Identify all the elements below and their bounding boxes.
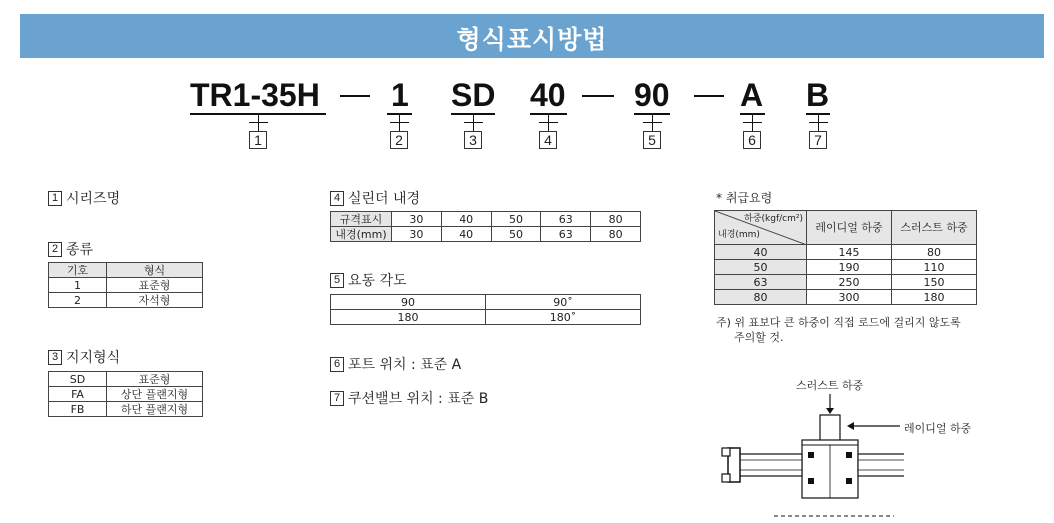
table-cell: 90 <box>331 295 486 310</box>
note-line: 주의할 것. <box>734 331 784 344</box>
table-cell: 80 <box>715 290 807 305</box>
table-cell: 180 <box>892 290 977 305</box>
handling-note <box>716 315 961 345</box>
table-cell: 63 <box>541 212 591 227</box>
table-cell: 40 <box>715 245 807 260</box>
handling-title: * 취급요령 <box>716 191 773 205</box>
section-series-name <box>48 188 120 208</box>
table-header-cell: 형식 <box>107 263 203 278</box>
kind-table <box>48 262 203 308</box>
leader-line <box>399 114 400 122</box>
leader-line <box>473 114 474 122</box>
section-label: 종류 <box>66 242 94 258</box>
table-header-cell: 내경(mm) <box>331 227 392 242</box>
table-cell: 80 <box>591 227 641 242</box>
table-cell: 80 <box>892 245 977 260</box>
section-number: 4 <box>330 191 344 206</box>
index-box-6: 6 <box>743 131 761 149</box>
code-cushion: B <box>806 77 830 113</box>
diag-bottom-label: 내경(mm) <box>718 230 760 240</box>
section-port <box>330 354 461 374</box>
page-title: 형식표시방법 <box>456 25 608 54</box>
thrust-load-label: 스러스트 하중 <box>796 379 864 392</box>
table-cell: 145 <box>807 245 892 260</box>
leader-line <box>258 122 259 131</box>
table-row <box>331 212 641 227</box>
table-cell: 63 <box>715 275 807 290</box>
mount-table <box>48 371 203 417</box>
section-cushion <box>330 388 488 408</box>
bore-table <box>330 211 641 242</box>
table-header-cell: 스러스트 하중 <box>892 211 977 245</box>
table-row <box>331 227 641 242</box>
diag-top-label: 하중(kgf/cm²) <box>744 214 803 224</box>
leader-line <box>473 122 474 131</box>
section-swing <box>330 270 407 290</box>
leader-line <box>818 122 819 131</box>
leader-line <box>652 114 653 122</box>
table-cell: FA <box>49 387 107 402</box>
load-table <box>714 210 977 305</box>
table-cell: 180 <box>331 310 486 325</box>
table-header-row <box>715 211 977 245</box>
section-number: 2 <box>48 242 62 257</box>
table-row <box>715 260 977 275</box>
code-dash <box>694 95 724 97</box>
note-line: 주) 위 표보다 큰 하중이 직접 로드에 걸리지 않도록 <box>716 316 961 329</box>
section-number: 1 <box>48 191 62 206</box>
table-row <box>331 310 641 325</box>
section-label: 시리즈명 <box>66 191 121 207</box>
code-dash <box>582 95 614 97</box>
radial-load-label: 레이디얼 하중 <box>904 422 972 435</box>
table-cell: 50 <box>491 212 541 227</box>
table-cell: 250 <box>807 275 892 290</box>
table-cell: 90˚ <box>486 295 641 310</box>
index-box-2: 2 <box>390 131 408 149</box>
index-box-4: 4 <box>539 131 557 149</box>
table-row <box>49 278 203 293</box>
code-bore: 40 <box>530 77 566 113</box>
section-label: 쿠션밸브 위치 : 표준 B <box>348 391 489 407</box>
code-dash <box>340 95 370 97</box>
actuator-figure <box>714 390 904 520</box>
table-cell: 1 <box>49 278 107 293</box>
table-row <box>49 387 203 402</box>
table-header-cell: 레이디얼 하중 <box>807 211 892 245</box>
code-angle: 90 <box>634 77 670 113</box>
leader-line <box>548 122 549 131</box>
leader-line <box>399 122 400 131</box>
table-cell: 자석형 <box>107 293 203 308</box>
table-cell: 180˚ <box>486 310 641 325</box>
table-header-cell: 규격표시 <box>331 212 392 227</box>
table-row <box>49 293 203 308</box>
section-number: 7 <box>330 391 344 406</box>
code-mount: SD <box>451 77 496 113</box>
index-box-7: 7 <box>809 131 827 149</box>
code-type: 1 <box>391 77 409 113</box>
section-bore <box>330 188 420 208</box>
table-cell: 50 <box>491 227 541 242</box>
table-cell: 40 <box>441 212 491 227</box>
section-number: 5 <box>330 273 344 288</box>
leader-line <box>548 114 549 122</box>
section-label: 실린더 내경 <box>348 191 421 207</box>
index-box-1: 1 <box>249 131 267 149</box>
table-header-cell: 기호 <box>49 263 107 278</box>
table-cell: 110 <box>892 260 977 275</box>
table-cell: FB <box>49 402 107 417</box>
table-row <box>49 402 203 417</box>
section-mount <box>48 347 120 367</box>
table-cell: 40 <box>441 227 491 242</box>
table-row <box>49 372 203 387</box>
leader-line <box>752 114 753 122</box>
leader-line <box>652 122 653 131</box>
section-number: 3 <box>48 350 62 365</box>
leader-line <box>258 114 259 122</box>
table-row <box>331 295 641 310</box>
index-box-5: 5 <box>643 131 661 149</box>
table-row <box>715 290 977 305</box>
table-cell: 표준형 <box>107 278 203 293</box>
table-cell: 2 <box>49 293 107 308</box>
section-label: 포트 위치 : 표준 A <box>348 357 462 373</box>
code-series: TR1-35H <box>190 77 320 113</box>
table-row <box>715 275 977 290</box>
table-header-row <box>49 263 203 278</box>
index-box-3: 3 <box>464 131 482 149</box>
diagonal-header-cell <box>715 211 807 245</box>
section-kind <box>48 239 93 259</box>
table-cell: 30 <box>392 212 442 227</box>
section-number: 6 <box>330 357 344 372</box>
table-cell: 150 <box>892 275 977 290</box>
title-banner <box>20 14 1044 58</box>
table-cell: 300 <box>807 290 892 305</box>
table-cell: 63 <box>541 227 591 242</box>
table-cell: 표준형 <box>107 372 203 387</box>
section-label: 지지형식 <box>66 350 121 366</box>
table-cell: 상단 플랜지형 <box>107 387 203 402</box>
table-cell: SD <box>49 372 107 387</box>
table-cell: 50 <box>715 260 807 275</box>
leader-line <box>752 122 753 131</box>
code-port: A <box>740 77 764 113</box>
table-cell: 190 <box>807 260 892 275</box>
table-cell: 30 <box>392 227 442 242</box>
table-row <box>715 245 977 260</box>
section-label: 요동 각도 <box>348 273 407 289</box>
leader-line <box>818 114 819 122</box>
table-cell: 80 <box>591 212 641 227</box>
swing-table <box>330 294 641 325</box>
table-cell: 하단 플랜지형 <box>107 402 203 417</box>
